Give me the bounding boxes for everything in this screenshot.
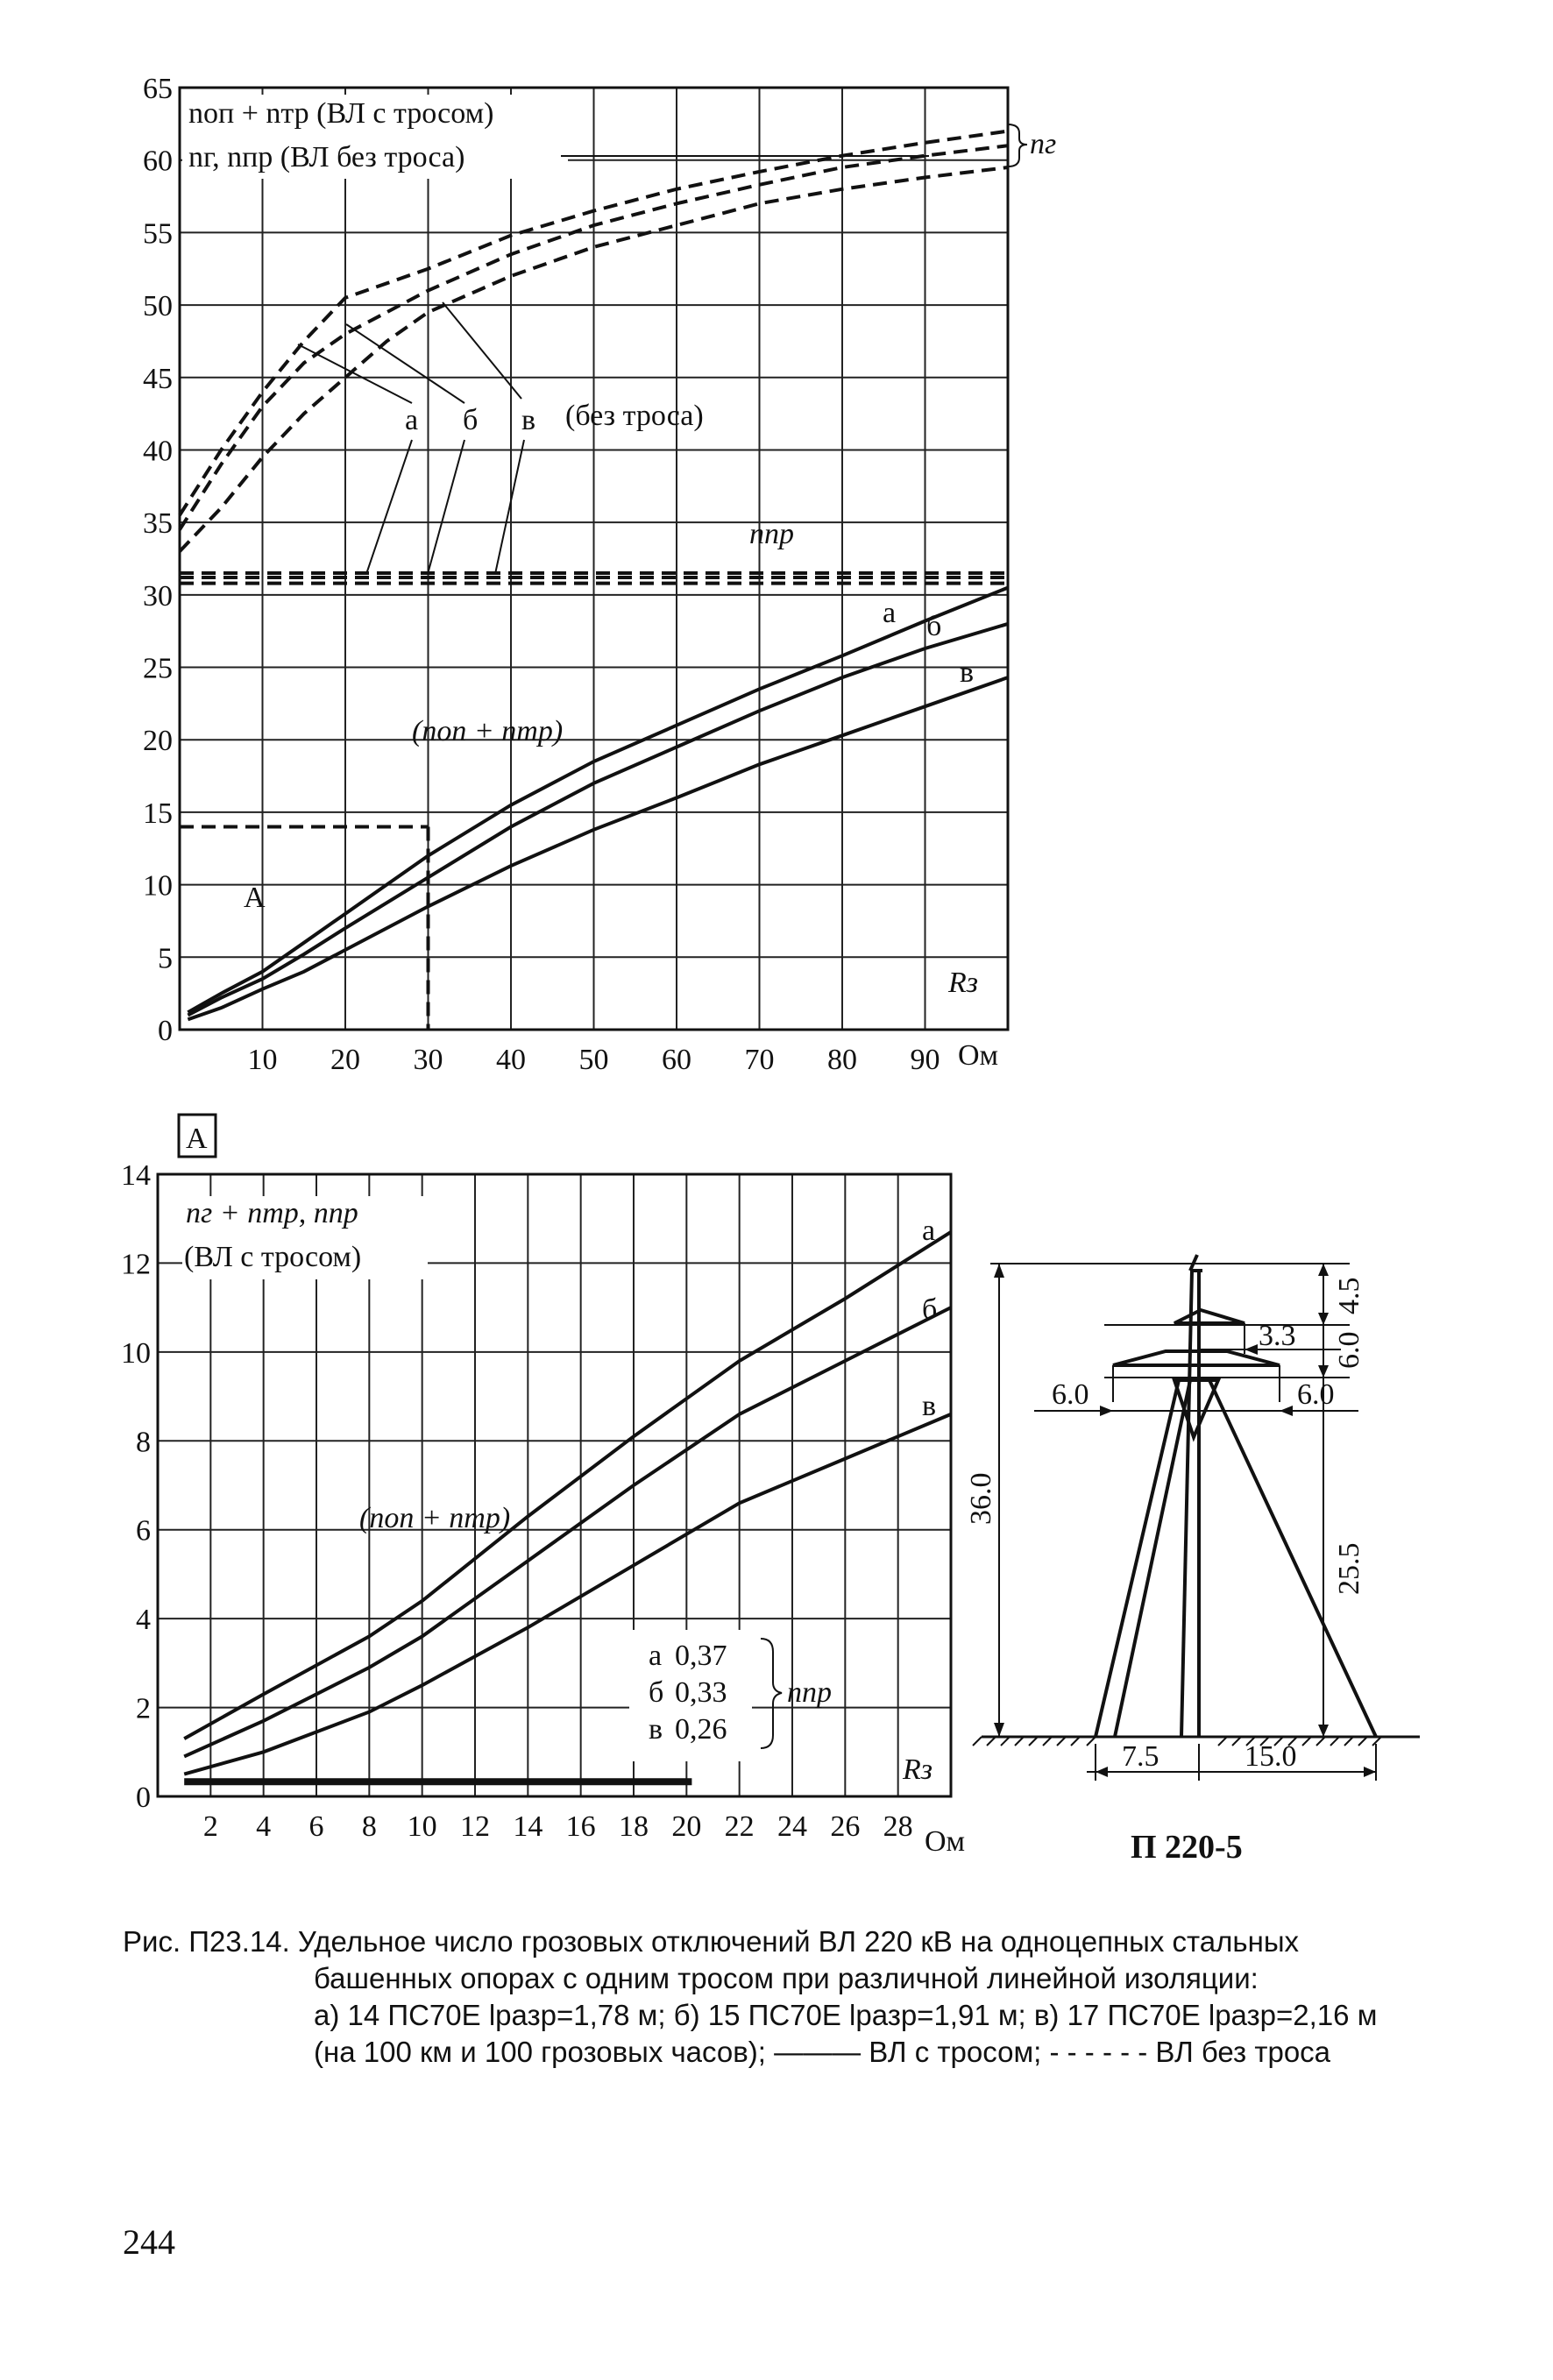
- ng-brace: [1008, 124, 1027, 166]
- caption-line-4: (на 100 км и 100 грозовых часов); ——— ВЛ с тросом; - - - - - - ВЛ без троса: [314, 2036, 1331, 2068]
- c1-y-tick: 35: [143, 507, 173, 541]
- top-label-b: б: [463, 404, 479, 436]
- npr-b-label: б: [649, 1676, 664, 1709]
- c1-y-tick: 60: [143, 145, 173, 178]
- npr-v-value: 0,26: [675, 1713, 727, 1746]
- leader-a-top: [298, 344, 412, 403]
- solid-label-b: б: [926, 610, 942, 642]
- c1-y-tick: 65: [143, 73, 173, 105]
- c2-y-tick: 6: [136, 1514, 151, 1548]
- leader-b-bot: [428, 440, 464, 574]
- c1-y-tick: 5: [158, 942, 173, 975]
- dim-top: 4.5: [1333, 1277, 1365, 1314]
- c2-x-tick: 28: [883, 1810, 913, 1843]
- c1-y-tick: 40: [143, 435, 173, 468]
- leader-a-bot: [366, 440, 412, 574]
- bottom-x-unit: Ом: [925, 1825, 966, 1858]
- c1-x-tick: 20: [330, 1044, 360, 1076]
- c1-y-tick: 10: [143, 869, 173, 903]
- top-rz-label: Rз: [948, 967, 979, 999]
- c2-y-tick: 4: [136, 1604, 151, 1637]
- c2-x-tick: 18: [619, 1810, 649, 1843]
- top-nop-label: (nоп + nтр): [412, 715, 564, 747]
- npr-b-value: 0,33: [675, 1676, 727, 1709]
- bottom-rz-label: Rз: [903, 1753, 933, 1786]
- c2-series-1: [184, 1307, 951, 1756]
- point-A-label: А: [244, 882, 266, 914]
- caption-line-1: Рис. П23.14. Удельное число грозовых отключений ВЛ 220 кВ на одноцепных стальных: [123, 1925, 1300, 1958]
- c1-x-tick: 50: [578, 1044, 609, 1076]
- c1-x-tick: 10: [247, 1044, 278, 1076]
- c2-y-tick: 10: [121, 1336, 151, 1370]
- c1-x-tick: 80: [827, 1044, 857, 1076]
- c1-y-tick: 20: [143, 725, 173, 758]
- c2-x-tick: 24: [777, 1810, 807, 1843]
- c1-y-tick: 45: [143, 362, 173, 395]
- top-chart-grid: [180, 88, 1008, 1030]
- c2-y-tick: 12: [121, 1248, 151, 1281]
- figure-caption: [123, 1923, 1437, 2071]
- solid-label-a: а: [883, 597, 897, 629]
- c2-series-0: [184, 1232, 951, 1739]
- caption-line-3: а) 14 ПС70Е lразр=1,78 м; б) 15 ПС70Е lразр=1,91 м; в) 17 ПС70Е lразр=2,16 м: [314, 1999, 1378, 2031]
- c1-y-tick: 15: [143, 797, 173, 830]
- dim-base-right: 15.0: [1245, 1740, 1297, 1773]
- c2-x-tick: 14: [513, 1810, 543, 1843]
- c2-x-tick: 2: [202, 1810, 218, 1843]
- c2-x-tick: 8: [361, 1810, 377, 1843]
- c2-y-tick: 2: [136, 1692, 151, 1725]
- c2-x-tick: 20: [671, 1810, 702, 1843]
- c2-x-tick: 6: [308, 1810, 324, 1843]
- c2-x-tick: 4: [256, 1810, 272, 1843]
- caption-line-2: башенных опорах с одним тросом при различной линейной изоляции:: [314, 1962, 1259, 1994]
- dim-mid: 6.0: [1333, 1331, 1365, 1369]
- c2-x-tick: 12: [460, 1810, 490, 1843]
- npr-brace: [761, 1639, 782, 1748]
- top-legend-1: nоп + nтр (ВЛ с тросом): [188, 97, 494, 130]
- top-legend-2: nг, nпр (ВЛ без троса): [188, 141, 465, 174]
- npr-v-label: в: [649, 1713, 663, 1746]
- c1-y-tick: 55: [143, 217, 173, 251]
- npr-label: nпр: [749, 518, 794, 550]
- leader-v-bot: [495, 440, 524, 574]
- c1-x-tick: 60: [662, 1044, 691, 1076]
- npr-a-label: а: [649, 1640, 663, 1672]
- c2-x-tick: 10: [407, 1810, 437, 1843]
- c2-y-tick: 14: [121, 1159, 151, 1192]
- bottom-label-b: б: [922, 1293, 938, 1326]
- bottom-nop-label: (nоп + nтр): [359, 1502, 511, 1534]
- solid-label-v: в: [960, 656, 975, 689]
- dim-base-left: 7.5: [1122, 1740, 1159, 1773]
- bottom-legend-1: nг + nтр, nпр: [186, 1197, 358, 1229]
- c1-x-tick: 30: [413, 1044, 443, 1076]
- tower-diagram: [964, 1236, 1455, 1884]
- c1-y-tick: 30: [143, 579, 173, 613]
- top-chart: [0, 0, 1553, 1078]
- ng-label: nг: [1030, 128, 1057, 160]
- dim-arm-right: 6.0: [1297, 1378, 1335, 1411]
- c1-series-8: [188, 677, 1008, 1019]
- bottom-legend-2: (ВЛ с тросом): [184, 1241, 362, 1273]
- c1-x-tick: 90: [910, 1044, 940, 1076]
- dim-lower: 25.5: [1333, 1542, 1365, 1595]
- top-x-unit: Ом: [958, 1039, 999, 1072]
- c1-y-tick: 50: [143, 290, 173, 323]
- leader-v-top: [443, 302, 521, 399]
- c2-y-tick: 0: [136, 1781, 151, 1814]
- c2-x-tick: 16: [565, 1810, 596, 1843]
- c2-series-2: [184, 1414, 951, 1774]
- c1-x-tick: 70: [744, 1044, 775, 1076]
- label-box-A-text: А: [186, 1123, 208, 1155]
- page-number: 244: [123, 2222, 175, 2262]
- bottom-chart-series: [184, 1232, 951, 1781]
- c2-x-tick: 26: [830, 1810, 861, 1843]
- bez-trosa-label: (без троса): [565, 400, 704, 432]
- c2-x-tick: 22: [724, 1810, 755, 1843]
- top-label-a: а: [405, 404, 419, 436]
- bottom-label-a: а: [922, 1215, 936, 1247]
- c2-y-tick: 8: [136, 1426, 151, 1459]
- dim-height: 36.0: [965, 1472, 997, 1525]
- c1-x-tick: 40: [496, 1044, 526, 1076]
- bottom-npr-label: nпр: [787, 1676, 832, 1709]
- bottom-label-v: в: [922, 1390, 937, 1422]
- npr-a-value: 0,37: [675, 1640, 727, 1672]
- dim-arm-top: 3.3: [1259, 1320, 1296, 1352]
- top-label-v: в: [521, 404, 536, 436]
- dim-arm-left: 6.0: [1052, 1378, 1089, 1411]
- tower-name: П 220-5: [1131, 1829, 1243, 1866]
- c1-y-tick: 25: [143, 652, 173, 685]
- c1-y-tick: 0: [158, 1015, 173, 1047]
- leader-b-top: [346, 324, 464, 403]
